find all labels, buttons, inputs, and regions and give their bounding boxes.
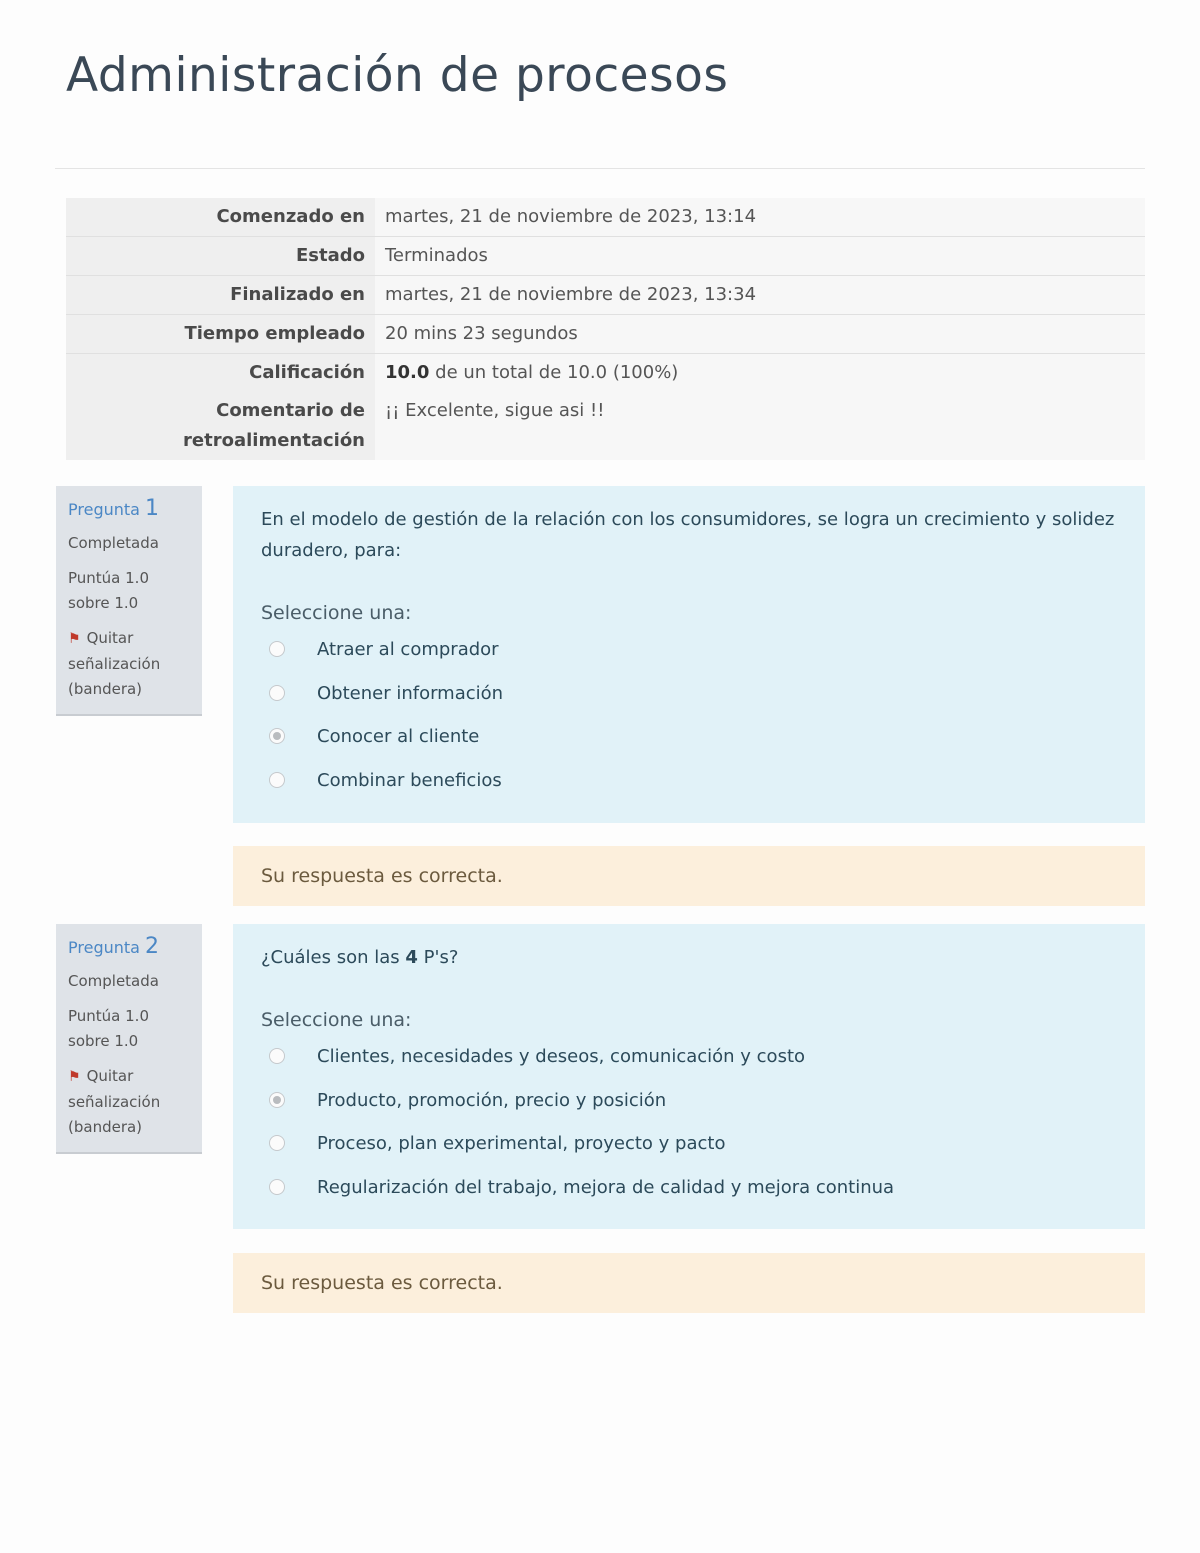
- radio-button[interactable]: [269, 1135, 285, 1151]
- summary-value: martes, 21 de noviembre de 2023, 13:14: [375, 198, 1145, 237]
- radio-button[interactable]: [269, 1179, 285, 1195]
- option-label: Combinar beneficios: [317, 769, 502, 791]
- radio-button[interactable]: [269, 685, 285, 701]
- grade-score: 10.0: [385, 362, 430, 383]
- option-label: Producto, promoción, precio y posición: [317, 1089, 667, 1111]
- summary-value: martes, 21 de noviembre de 2023, 13:34: [375, 276, 1145, 315]
- summary-row-state: [66, 237, 1145, 276]
- question-number: Pregunta 2: [68, 934, 160, 959]
- radio-button[interactable]: [269, 1048, 285, 1064]
- summary-label: Estado: [66, 237, 375, 276]
- radio-button[interactable]: [269, 641, 285, 657]
- summary-label: Calificación: [66, 354, 375, 393]
- option-label: Clientes, necesidades y deseos, comunicación y costo: [317, 1046, 806, 1067]
- answer-options: [261, 1035, 1121, 1209]
- summary-value: [375, 354, 1145, 393]
- select-prompt: Seleccione una:: [261, 1009, 412, 1031]
- summary-value: 20 mins 23 segundos: [375, 315, 1145, 354]
- summary-row-finished: [66, 276, 1145, 315]
- flag-icon: ⚑: [68, 631, 81, 647]
- answer-option[interactable]: [261, 759, 1121, 803]
- question-grade: Puntúa 1.0 sobre 1.0: [68, 1007, 149, 1050]
- flag-label: Quitar señalización (bandera): [68, 629, 161, 698]
- question-text: En el modelo de gestión de la relación con los consumidores, se logra un crecimiento y solidez duradero, para:: [261, 509, 1115, 561]
- summary-label: Comenzado en: [66, 198, 375, 237]
- remove-flag-link[interactable]: [68, 1064, 192, 1140]
- radio-button-selected[interactable]: [269, 1092, 285, 1108]
- question-state: Completada: [68, 972, 159, 990]
- option-label: Atraer al comprador: [317, 639, 499, 660]
- question-info-2: [56, 924, 202, 1154]
- feedback-box: Su respuesta es correcta.: [233, 846, 1145, 906]
- flag-label: Quitar señalización (bandera): [68, 1067, 161, 1136]
- grade-total: 10.0: [567, 362, 608, 383]
- summary-row-feedback: [66, 392, 1145, 460]
- summary-row-time: [66, 315, 1145, 354]
- summary-label: Comentario de retroalimentación: [66, 392, 375, 460]
- question-content-2: [233, 924, 1145, 1229]
- answer-option[interactable]: [261, 672, 1121, 716]
- summary-label: Tiempo empleado: [66, 315, 375, 354]
- flag-icon: ⚑: [68, 1069, 81, 1085]
- answer-option[interactable]: [261, 1166, 1121, 1210]
- question-text: ¿Cuáles son las 4 P's?: [261, 947, 459, 968]
- option-label: Obtener información: [317, 682, 504, 704]
- answer-option[interactable]: [261, 715, 1121, 759]
- summary-row-started: [66, 198, 1145, 237]
- answer-option[interactable]: [261, 1079, 1121, 1123]
- summary-value: Terminados: [375, 237, 1145, 276]
- grade-mid: de un total de: [429, 362, 568, 383]
- select-prompt: Seleccione una:: [261, 602, 412, 624]
- attempt-summary-table: [66, 198, 1145, 460]
- answer-option[interactable]: [261, 1035, 1121, 1079]
- option-label: Conocer al cliente: [317, 726, 480, 747]
- grade-percent: (100%): [612, 362, 679, 383]
- page-title: Administración de procesos: [66, 48, 729, 103]
- question-info-1: [56, 486, 202, 716]
- answer-option[interactable]: [261, 1122, 1121, 1166]
- divider: [55, 168, 1145, 169]
- summary-label: Finalizado en: [66, 276, 375, 315]
- radio-button-selected[interactable]: [269, 728, 285, 744]
- summary-row-grade: [66, 354, 1145, 393]
- feedback-box: Su respuesta es correcta.: [233, 1253, 1145, 1313]
- remove-flag-link[interactable]: [68, 626, 192, 702]
- question-state: Completada: [68, 534, 159, 552]
- option-label: Regularización del trabajo, mejora de calidad y mejora continua: [317, 1176, 895, 1198]
- option-label: Proceso, plan experimental, proyecto y pacto: [317, 1133, 726, 1154]
- summary-value: ¡¡ Excelente, sigue asi !!: [375, 392, 1145, 460]
- answer-options: [261, 628, 1121, 802]
- radio-button[interactable]: [269, 772, 285, 788]
- answer-option[interactable]: [261, 628, 1121, 672]
- question-content-1: [233, 486, 1145, 823]
- question-grade: Puntúa 1.0 sobre 1.0: [68, 569, 149, 612]
- question-number: Pregunta 1: [68, 496, 160, 521]
